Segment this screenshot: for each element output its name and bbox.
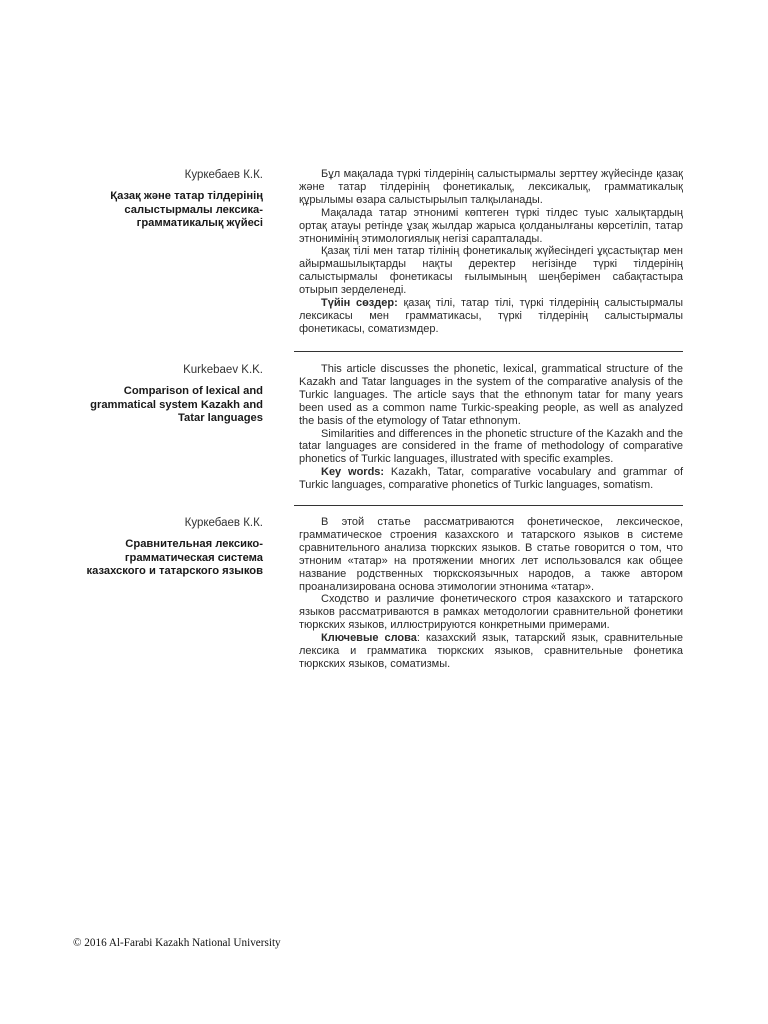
article-header-english bbox=[63, 363, 263, 426]
section-divider bbox=[294, 351, 683, 352]
keywords-text: қазақ тілі, татар тілі, түркі тілдерінің салыстырмалы лексикасы мен грамматикасы, түркі тілдерінің салыстырмалы фонетикасы, соматизмдер. bbox=[299, 297, 683, 335]
article-header-kazakh bbox=[63, 168, 263, 231]
keywords-text: : казахский язык, татарский язык, сравнительные лексика и грамматика тюркских языков, сравнительные фонетика тюркских языков, соматизмы. bbox=[299, 632, 683, 670]
author-name: Куркебаев К.К. bbox=[184, 169, 263, 181]
article-title: Қазақ және татар тілдерінің салыстырмалы лексика-грамматикалық жүйесі bbox=[110, 190, 263, 229]
keywords-paragraph bbox=[299, 466, 683, 492]
author-name: Куркебаев К.К. bbox=[184, 517, 263, 529]
abstract-body-english bbox=[299, 363, 683, 492]
abstract-paragraph: This article discusses the phonetic, lexical, grammatical structure of the Kazakh and Tatar languages in the system of the comparative analysis of the Turkic languages. The article says that the ethnonym tatar for many years been used as a common name Turkic-speaking people, as well as analyzed the basis of the etymology of Tatar ethnonym. bbox=[299, 363, 683, 427]
abstract-paragraph: Мақалада татар этнонимі көптеген түркі тілдес туыс халықтардың ортақ атауы ретінде ұзақ жылдар жарыса қолданылғаны көрсетіліп, татар этнонимінің этимологиялық негізі сарапталады. bbox=[299, 206, 683, 245]
abstract-paragraph: Қазақ тілі мен татар тілінің фонетикалық жүйесіндегі ұқсастықтар мен айырмашылықтарды нақты деректер негізінде түркі тілдерінің салыстырмалы фонетикасы ғылымының шеңберімен сабақтастыра отырып зерделенеді. bbox=[299, 245, 683, 297]
article-title: Сравнительная лексико-грамматическая система казахского и татарского языков bbox=[86, 538, 263, 577]
section-divider bbox=[294, 505, 683, 506]
author-name: Kurkebaev K.K. bbox=[183, 364, 263, 376]
article-header-russian bbox=[63, 516, 263, 579]
keywords-paragraph bbox=[299, 297, 683, 336]
abstract-paragraph: Similarities and differences in the phonetic structure of the Kazakh and the tatar languages are considered in the frame of methodology of comparative phonetics of Turkic languages, illustrated with specific examples. bbox=[299, 427, 683, 466]
abstract-paragraph: Сходство и различие фонетического строя казахского и татарского языков рассматриваются в рамках методологии сравнительной фонетики тюркских языков, иллюстрируются конкретными примерами. bbox=[299, 593, 683, 632]
abstract-paragraph: Бұл мақалада түркі тілдерінің салыстырмалы зерттеу жүйесінде қазақ және татар тілдерінің фонетикалық, лексикалық, грамматикалық құрылымы өзара салыстырылып талқыланады. bbox=[299, 168, 683, 206]
keywords-label: Ключевые слова bbox=[321, 632, 417, 645]
keywords-paragraph bbox=[299, 632, 683, 671]
abstract-paragraph: В этой статье рассматриваются фонетическое, лексическое, грамматическое строения казахского и татарского языков в системе сравнительного анализа тюркских языков. В статье говорится о том, что этноним «татар» на протяжении многих лет использовался как общее название родственных тюркскоязычных народов, а также автором проанализирована основа этимологии этнонима «татар». bbox=[299, 516, 683, 593]
copyright-footer: © 2016 Al-Farabi Kazakh National University bbox=[73, 937, 281, 949]
abstract-body-kazakh bbox=[299, 168, 683, 336]
article-title: Comparison of lexical and grammatical system Kazakh and Tatar languages bbox=[90, 385, 263, 424]
abstract-body-russian bbox=[299, 516, 683, 671]
keywords-text: Kazakh, Tatar, comparative vocabulary and grammar of Turkic languages, comparative phonetics of Turkic languages, somatism. bbox=[299, 466, 684, 492]
keywords-label: Түйін сөздер: bbox=[321, 297, 398, 310]
keywords-label: Key words: bbox=[321, 466, 385, 479]
